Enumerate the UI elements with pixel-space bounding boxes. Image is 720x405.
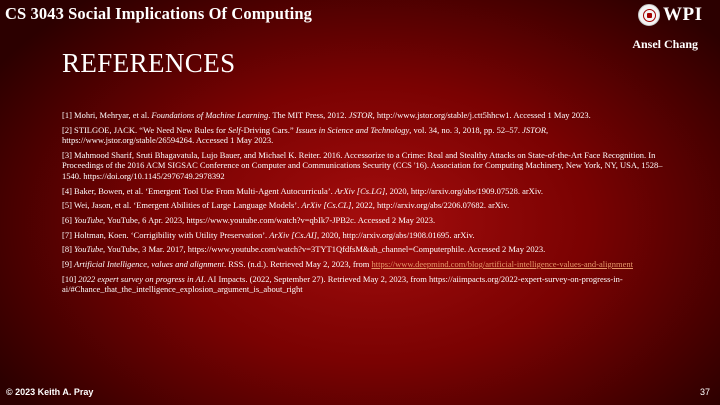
reference-text: [7] Holtman, Koen. ‘Corrigibility with Utility Preservation’. — [62, 229, 270, 240]
reference-item — [62, 230, 674, 241]
reference-text: . RSS. (n.d.). Retrieved May 2, 2023, from — [223, 259, 372, 269]
reference-text: , YouTube, 6 Apr. 2023, https://www.youtube.com/watch?v=qbIk7-JPB2c. Accessed 2 May 2023. — [103, 214, 436, 225]
reference-item — [62, 150, 674, 182]
reference-text: , 2020, http://arxiv.org/abs/1908.01695. arXiv. — [316, 229, 475, 240]
reference-title-italic: JSTOR — [348, 110, 373, 120]
reference-list — [62, 110, 674, 299]
reference-text: . AI Impacts. (2022, September 27). Retrieved May 2, 2023, from https://aiimpacts.org/2022-expert-survey-on-progress-in-ai/#Chance_that_the_intelligence_explosion_argument_is_about_right — [62, 273, 623, 295]
reference-text: [3] Mahmood Sharif, Sruti Bhagavatula, Lujo Bauer, and Michael K. Reiter. 2016. Accessorize to a Crime: Real and Stealthy Attacks on State-of-the-Art Face Recognition. In Proceedings of the 2016 ACM SIGSAC Conference on Computer and Communications Security (CCS '16). Association for Computing Machinery, New York, NY, USA, 1528–1540. https://doi.org/10.1145/2976749.2978392 — [62, 149, 663, 181]
reference-title-italic: Self — [227, 124, 241, 135]
reference-text: , vol. 34, no. 3, 2018, pp. 52–57. — [409, 124, 523, 135]
reference-title-italic: JSTOR — [522, 124, 547, 135]
reference-title-italic: Issues in Science and Technology — [295, 124, 410, 135]
course-title: CS 3043 Social Implications Of Computing — [5, 4, 312, 23]
wpi-logo — [638, 2, 703, 28]
reference-title-italic: ArXiv [Cs.AI] — [269, 229, 317, 240]
logo-text: WPI — [663, 4, 703, 25]
author-name: Ansel Chang — [632, 37, 698, 51]
reference-title-italic: YouTube — [74, 214, 104, 225]
reference-item — [62, 215, 674, 226]
reference-text: , 2022, http://arxiv.org/abs/2206.07682. arXiv. — [351, 200, 510, 211]
reference-text: [6] — [62, 214, 75, 225]
reference-text: , http://www.jstor.org/stable/j.ctt5hhcw1. Accessed 1 May 2023. — [372, 110, 591, 120]
reference-text: , https://www.jstor.org/stable/26594264. Accessed 1 May 2023. — [62, 124, 549, 146]
reference-title-italic: Foundations of Machine Learning — [151, 110, 269, 120]
reference-title-italic: ArXiv [Cs.LG] — [334, 185, 386, 196]
reference-item — [62, 110, 674, 121]
wpi-seal-icon — [638, 4, 660, 26]
footer-copyright: © 2023 Keith A. Pray — [6, 387, 94, 397]
reference-text: , YouTube, 3 Mar. 2017, https://www.youtube.com/watch?v=3TYT1QfdfsM&ab_channel=Computerphile. Accessed 2 May 2023. — [103, 244, 546, 255]
reference-item — [62, 186, 674, 197]
reference-text: [8] — [62, 244, 75, 255]
reference-text: [9] — [62, 259, 75, 269]
reference-text: . The MIT Press, 2012. — [268, 110, 349, 120]
reference-title-italic: Artificial Intelligence, values and alignment — [74, 259, 224, 269]
reference-title-italic: 2022 expert survey on progress in AI — [78, 273, 204, 284]
reference-text: [1] Mohri, Mehryar, et al. — [62, 110, 152, 120]
reference-title-italic: ArXiv [Cs.CL] — [301, 200, 352, 211]
reference-item — [62, 244, 674, 255]
reference-item — [62, 200, 674, 211]
reference-item — [62, 125, 674, 146]
reference-item — [62, 259, 674, 270]
reference-text: -Driving Cars.” — [240, 124, 296, 135]
reference-link[interactable]: https://www.deepmind.com/blog/artificial-intelligence-values-and-alignment — [371, 259, 633, 269]
slide-heading: REFERENCES — [62, 48, 236, 78]
page-number: 37 — [699, 387, 710, 397]
reference-text: [2] STILGOE, JACK. “We Need New Rules for — [62, 124, 228, 135]
reference-text: [10] — [62, 273, 79, 284]
reference-title-italic: YouTube — [74, 244, 104, 255]
reference-item — [62, 274, 674, 295]
reference-text: [5] Wei, Jason, et al. ‘Emergent Abilities of Large Language Models’. — [62, 200, 302, 211]
reference-text: [4] Baker, Bowen, et al. ‘Emergent Tool Use From Multi-Agent Autocurricula’. — [62, 185, 335, 196]
reference-text: , 2020, http://arxiv.org/abs/1909.07528. arXiv. — [385, 185, 544, 196]
